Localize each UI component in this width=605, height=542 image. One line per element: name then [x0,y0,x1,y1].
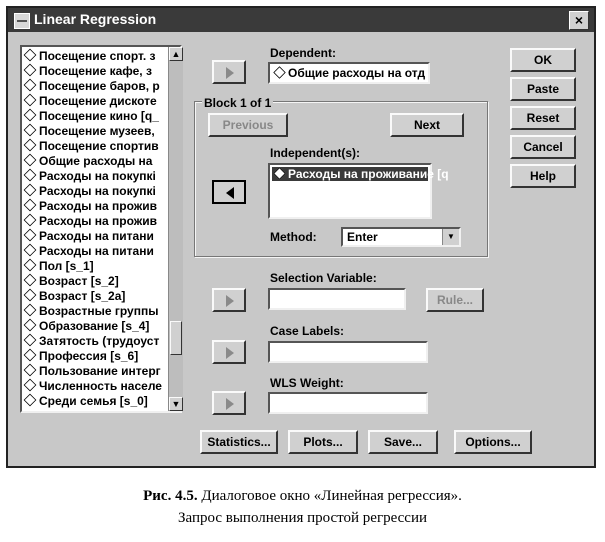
block-title: Block 1 of 1 [204,96,272,110]
variable-list-item[interactable] [24,349,138,363]
window-title: Linear Regression [34,11,157,27]
dependent-value: Общие расходы на отд [288,66,426,80]
scroll-up-button[interactable]: ▲ [169,47,183,61]
arrow-right-icon [226,295,234,307]
variable-label: Расходы на питани [39,229,154,243]
next-button[interactable]: Next [390,113,464,137]
variable-label: Численность населе [39,379,162,393]
selection-variable-field[interactable] [268,288,406,310]
independents-list[interactable] [268,163,449,219]
scroll-down-button[interactable]: ▼ [169,397,183,411]
variable-label: Затятость (трудоуст [39,334,160,348]
variable-list-item[interactable] [24,274,119,288]
variable-list-item[interactable] [24,259,94,273]
variable-list-item[interactable] [24,94,157,108]
variable-label: Расходы на покупкі [39,169,156,183]
variable-label: Среди семья [s_0] [39,394,148,408]
title-bar [8,8,594,32]
variable-list-item[interactable] [24,109,159,123]
scale-variable-icon [24,289,37,302]
window-icon [14,13,30,29]
move-to-dependent-button[interactable] [212,60,246,84]
variable-label: Пол [s_1] [39,259,94,273]
previous-button[interactable]: Previous [208,113,288,137]
arrow-left-icon [226,187,234,199]
scale-variable-icon [24,394,37,407]
variable-label: Посещение спортив [39,139,159,153]
figure-caption-line-2 [0,510,605,527]
save-button[interactable]: Save... [368,430,438,454]
variable-list-item[interactable] [24,184,156,198]
variable-label: Посещение кафе, з [39,64,152,78]
scale-variable-icon [24,124,37,137]
variable-label: Расходы на покупкі [39,184,156,198]
variable-label: Образование [s_4] [39,319,150,333]
scale-variable-icon [24,169,37,182]
variable-label: Пользование интерг [39,364,161,378]
arrow-right-icon [226,398,234,410]
scale-variable-icon [24,154,37,167]
scale-variable-icon [24,139,37,152]
figure-number: Рис. 4.5. [143,488,198,504]
scale-variable-icon [24,304,37,317]
move-to-wls-weight-button[interactable] [212,391,246,415]
scale-variable-icon [24,349,37,362]
variable-list-item[interactable] [24,379,162,393]
variable-list-item[interactable] [24,214,157,228]
variable-label: Возраст [s_2] [39,274,119,288]
variable-list-item[interactable] [24,334,159,348]
variable-label: Возрастные группы [39,304,159,318]
variable-label: Возраст [s_2a] [39,289,126,303]
variable-label: Посещение спорт. з [39,49,156,63]
scale-variable-icon [24,244,37,257]
variable-list-item[interactable] [24,139,159,153]
move-to-selection-button[interactable] [212,288,246,312]
dependent-label: Dependent: [270,46,336,60]
scale-variable-icon [24,79,37,92]
case-labels-field[interactable] [268,341,428,363]
method-label: Method: [270,230,317,244]
figure-caption-line-1 [0,488,605,505]
variable-label: Посещение баров, р [39,79,160,93]
method-select[interactable] [341,227,461,247]
independents-label: Independent(s): [270,146,360,160]
variable-list-item[interactable] [24,124,155,138]
variable-list-item[interactable] [24,244,154,258]
caption-text-1: Диалоговое окно «Линейная регрессия». [201,488,462,504]
scale-variable-icon [24,364,37,377]
scale-variable-icon [24,259,37,272]
help-button[interactable]: Help [510,164,576,188]
scale-variable-icon [24,109,37,122]
variable-list-item[interactable] [24,319,149,333]
chevron-down-icon[interactable]: ▼ [442,229,459,245]
dependent-field[interactable] [268,62,430,84]
variable-list-item[interactable] [24,169,156,183]
variable-list-item[interactable] [24,154,152,168]
wls-weight-label: WLS Weight: [270,376,344,390]
variable-list-item[interactable] [24,64,152,78]
variable-label: Посещение дискоте [39,94,157,108]
options-button[interactable]: Options... [454,430,532,454]
scale-variable-icon [24,379,37,392]
reset-button[interactable]: Reset [510,106,576,130]
cancel-button[interactable]: Cancel [510,135,576,159]
move-to-independents-button[interactable] [212,180,246,204]
scale-variable-icon [273,167,285,179]
scale-variable-icon [24,229,37,242]
variable-label: Посещение кино [q_ [39,109,159,123]
scale-variable-icon [24,334,37,347]
variable-list-item[interactable] [24,394,148,408]
case-labels-label: Case Labels: [270,324,345,338]
variable-label: Посещение музеев, [39,124,155,138]
selection-variable-label: Selection Variable: [270,271,377,285]
wls-weight-field[interactable] [268,392,428,414]
variable-label: Расходы на прожив [39,214,158,228]
paste-button[interactable]: Paste [510,77,576,101]
independent-item[interactable]: Расходы на проживание [q [272,167,428,181]
variable-list-item[interactable] [24,229,154,243]
caption-text-2: Запрос выполнения простой регрессии [177,510,428,526]
variable-list-item[interactable] [24,79,160,93]
variable-list-item[interactable] [24,199,157,213]
arrow-right-icon [226,347,234,359]
variable-label: Общие расходы на [39,154,153,168]
close-button[interactable]: × [569,11,589,30]
scale-variable-icon [24,214,37,227]
scale-variable-icon [24,94,37,107]
scale-variable-icon [24,274,37,287]
rule-button[interactable]: Rule... [426,288,484,312]
variable-label: Профессия [s_6] [39,349,139,363]
variable-label: Расходы на питани [39,244,154,258]
variable-label: Расходы на прожив [39,199,158,213]
scale-variable-icon [24,319,37,332]
scale-variable-icon [24,64,37,77]
variable-list-item[interactable] [24,364,161,378]
method-value: Enter [347,230,378,244]
move-to-case-labels-button[interactable] [212,340,246,364]
scroll-thumb[interactable] [170,321,182,355]
scale-variable-icon [24,199,37,212]
ok-button[interactable]: OK [510,48,576,72]
scale-variable-icon [24,184,37,197]
source-variable-list[interactable] [20,45,182,413]
scale-variable-icon [24,49,37,62]
variable-list-item[interactable] [24,49,155,63]
arrow-right-icon [226,67,234,79]
scale-variable-icon [273,66,285,78]
variable-list-item[interactable] [24,289,125,303]
variable-list-scrollbar[interactable] [168,47,183,411]
plots-button[interactable]: Plots... [288,430,358,454]
variable-list-item[interactable] [24,304,158,318]
statistics-button[interactable]: Statistics... [200,430,278,454]
